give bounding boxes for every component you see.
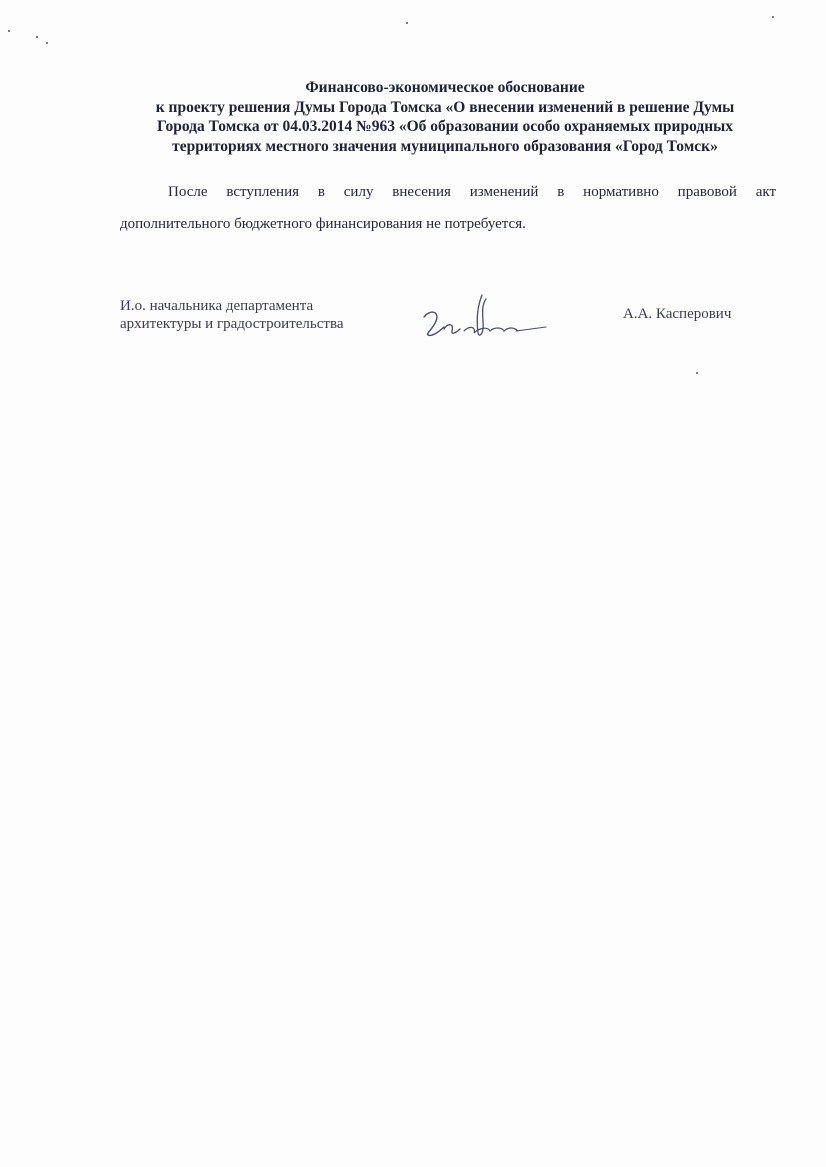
heading-line-1: Финансово-экономическое обоснование	[305, 79, 585, 96]
heading-line-4: территориях местного значения муниципального образования «Город Томск»	[172, 137, 718, 155]
document-heading	[110, 78, 780, 156]
signer-position-line-2: архитектуры и градостроительства	[120, 316, 344, 332]
scan-speck	[46, 42, 48, 44]
heading-line-3: Города Томска от 04.03.2014 №963 «Об образовании особо охраняемых природных	[157, 118, 733, 135]
body-line-2: дополнительного бюджетного финансирования не потребуется.	[120, 216, 526, 232]
scan-speck	[8, 30, 10, 32]
heading-line-2: к проекту решения Думы Города Томска «О внесении изменений в решение Думы	[155, 98, 735, 116]
body-line-1: После вступления в силу внесения изменений в нормативно правовой акт	[168, 184, 776, 200]
scan-speck	[36, 36, 38, 38]
signer-position	[120, 297, 343, 333]
signer-name: А.А. Касперович	[623, 306, 732, 322]
scan-speck	[772, 16, 774, 18]
handwritten-signature	[420, 287, 550, 347]
body-paragraph	[120, 176, 776, 240]
scan-speck	[406, 22, 408, 24]
signer-position-line-1: И.о. начальника департамента	[120, 298, 314, 314]
scan-speck	[696, 372, 698, 374]
